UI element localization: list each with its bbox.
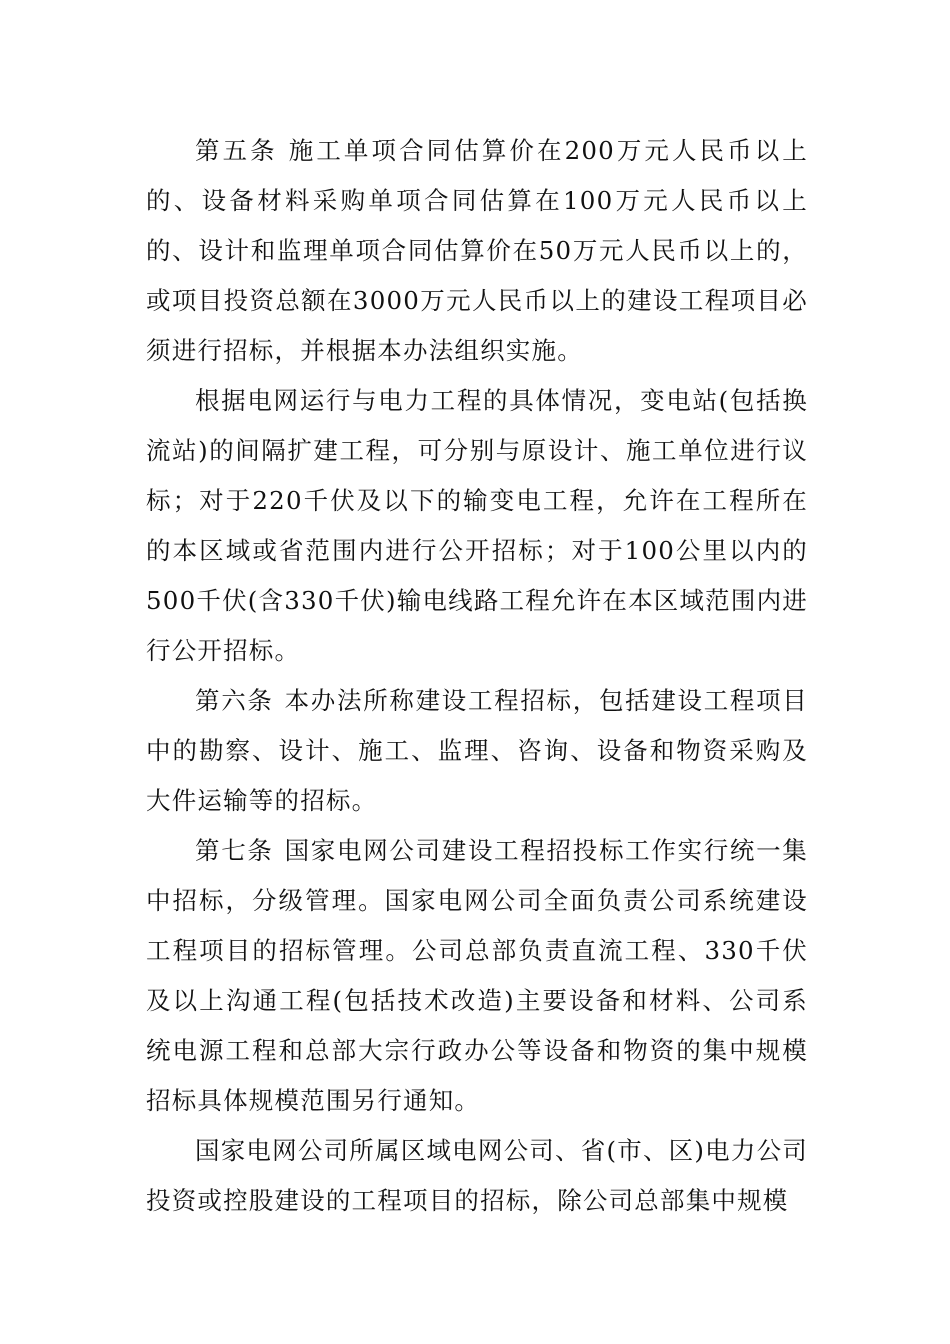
article-number: 第七条 xyxy=(195,836,274,865)
document-body xyxy=(146,126,808,1226)
paragraph-text: 施工单项合同估算价在200万元人民币以上的、设备材料采购单项合同估算在100万元人民币以上的、设计和监理单项合同估算价在50万元人民币以上的，或项目投资总额在3000万元人民币以上的建设工程项目必须进行招标，并根据本办法组织实施。 xyxy=(146,136,808,365)
paragraph-grid-expansion xyxy=(146,376,808,676)
paragraph-text: 国家电网公司建设工程招投标工作实行统一集中招标，分级管理。国家电网公司全面负责公司系统建设工程项目的招标管理。公司总部负责直流工程、330千伏及以上沟通工程(包括技术改造)主要设备和材料、公司系统电源工程和总部大宗行政办公等设备和物资的集中规模招标具体规模范围另行通知。 xyxy=(146,836,808,1115)
paragraph-text: 本办法所称建设工程招标，包括建设工程项目中的勘察、设计、施工、监理、咨询、设备和物资采购及大件运输等的招标。 xyxy=(146,686,808,815)
paragraph-article-6 xyxy=(146,676,808,826)
article-number: 第六条 xyxy=(195,686,274,715)
paragraph-regional-companies xyxy=(146,1126,808,1226)
paragraph-text: 根据电网运行与电力工程的具体情况，变电站(包括换流站)的间隔扩建工程，可分别与原设计、施工单位进行议标；对于220千伏及以下的输变电工程，允许在工程所在的本区域或省范围内进行公开招标；对于100公里以内的500千伏(含330千伏)输电线路工程允许在本区域范围内进行公开招标。 xyxy=(146,386,808,665)
article-number: 第五条 xyxy=(195,136,278,165)
paragraph-article-7 xyxy=(146,826,808,1126)
paragraph-article-5 xyxy=(146,126,808,376)
paragraph-text: 国家电网公司所属区域电网公司、省(市、区)电力公司投资或控股建设的工程项目的招标，除公司总部集中规模 xyxy=(146,1136,808,1215)
